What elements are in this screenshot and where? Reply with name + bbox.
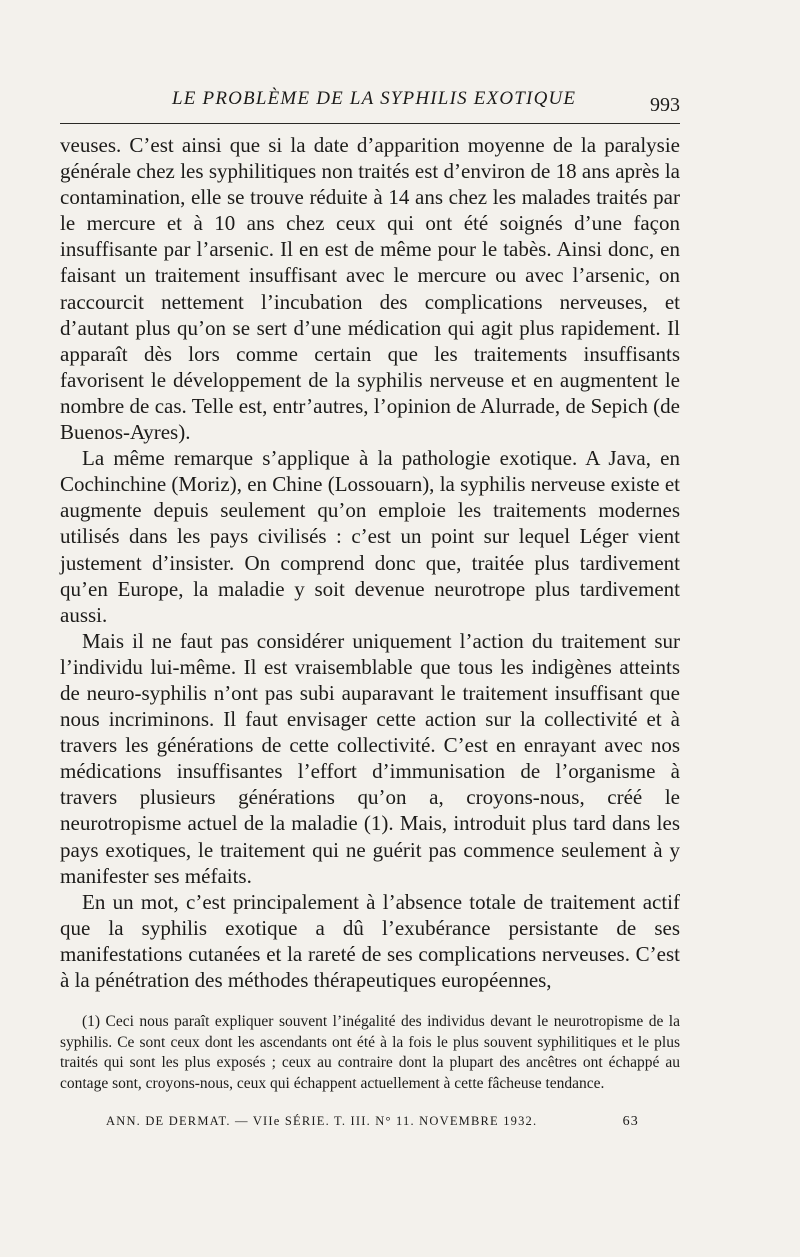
paragraph-2: La même remarque s’applique à la pathologie exotique. A Java, en Cochinchine (Moriz), en Chine (Lossouarn), la syphilis nerveuse existe et augmente depuis seulement qu’on emploie les traitements modernes utilisés dans les pays civilisés : c’est un point sur lequel Léger vient justement d’insister. On comprend donc que, traitée plus tardivement qu’en Europe, la maladie y soit devenue neurotrope plus tardivement aussi.	[60, 446, 680, 627]
footnote	[60, 1012, 680, 1094]
paragraph-3: Mais il ne faut pas considérer uniquement l’action du traitement sur l’individu lui-même. Il est vraisemblable que tous les indigènes atteints de neuro-syphilis n’ont pas subi auparavant le traitement insuffisant que nous incriminons. Il faut envisager cette action sur la collectivité et à travers les générations de cette collectivité. C’est en enrayant avec nos médications insuffisantes l’effort d’immunisation de l’organisme à travers plusieurs générations qu’on a, croyons-nous, créé le neurotropisme actuel de la maladie (1). Mais, introduit plus tard dans les pays exotiques, le traitement qui ne guérit pas commence seulement à y manifester ses méfaits.	[60, 628, 680, 888]
journal-footer	[60, 1112, 680, 1134]
running-head	[60, 86, 680, 116]
paragraph-1: veuses. C’est ainsi que si la date d’apparition moyenne de la paralysie générale chez les syphilitiques non traités est d’environ de 18 ans après la contamination, elle se trouve réduite à 14 ans chez les malades traités par le mercure et à 10 ans chez ceux qui ont été soignés d’une façon insuffisante par l’arsenic. Il en est de même pour le tabès. Ainsi donc, en faisant un traitement insuffisant avec le mercure ou avec l’arsenic, on raccourcit nettement l’incubation des complications nerveuses, et d’autant plus qu’on se sert d’une médication qui agit plus rapidement. Il apparaît dès lors comme certain que les traitements insuffisants favorisent le développement de la syphilis nerveuse et en augmentent le nombre de cas. Telle est, entr’autres, l’opinion de Alurrade, de Sepich (de Buenos-Ayres).	[60, 133, 680, 445]
paragraph-4: En un mot, c’est principalement à l’absence totale de traitement actif que la syphilis exotique a dû l’exubérance persistante de ses manifestations cutanées et la rareté de ses complications nerveuses. C’est à la pénétration des méthodes thérapeutiques européennes,	[60, 889, 680, 992]
header-rule	[60, 123, 680, 124]
journal-citation: ANN. DE DERMAT. — VIIe SÉRIE. T. III. N° 11. NOVEMBRE 1932.	[106, 1114, 538, 1128]
running-title: LE PROBLÈME DE LA SYPHILIS EXOTIQUE	[172, 88, 577, 109]
footnote-text: (1) Ceci nous paraît expliquer souvent l’inégalité des individus devant le neurotropisme de la syphilis. Ce sont ceux dont les ascendants ont été à la fois le plus souvent syphilitiques et le plus traités qui sont les plus exposés ; ceux au contraire dont la plupart des ancêtres ont échappé au contage sont, croyons-nous, ceux qui échappent actuellement à cette fâcheuse tendance.	[60, 1013, 680, 1092]
sheet-number: 63	[622, 1114, 639, 1129]
page-number: 993	[650, 94, 680, 116]
body-text	[60, 132, 680, 993]
